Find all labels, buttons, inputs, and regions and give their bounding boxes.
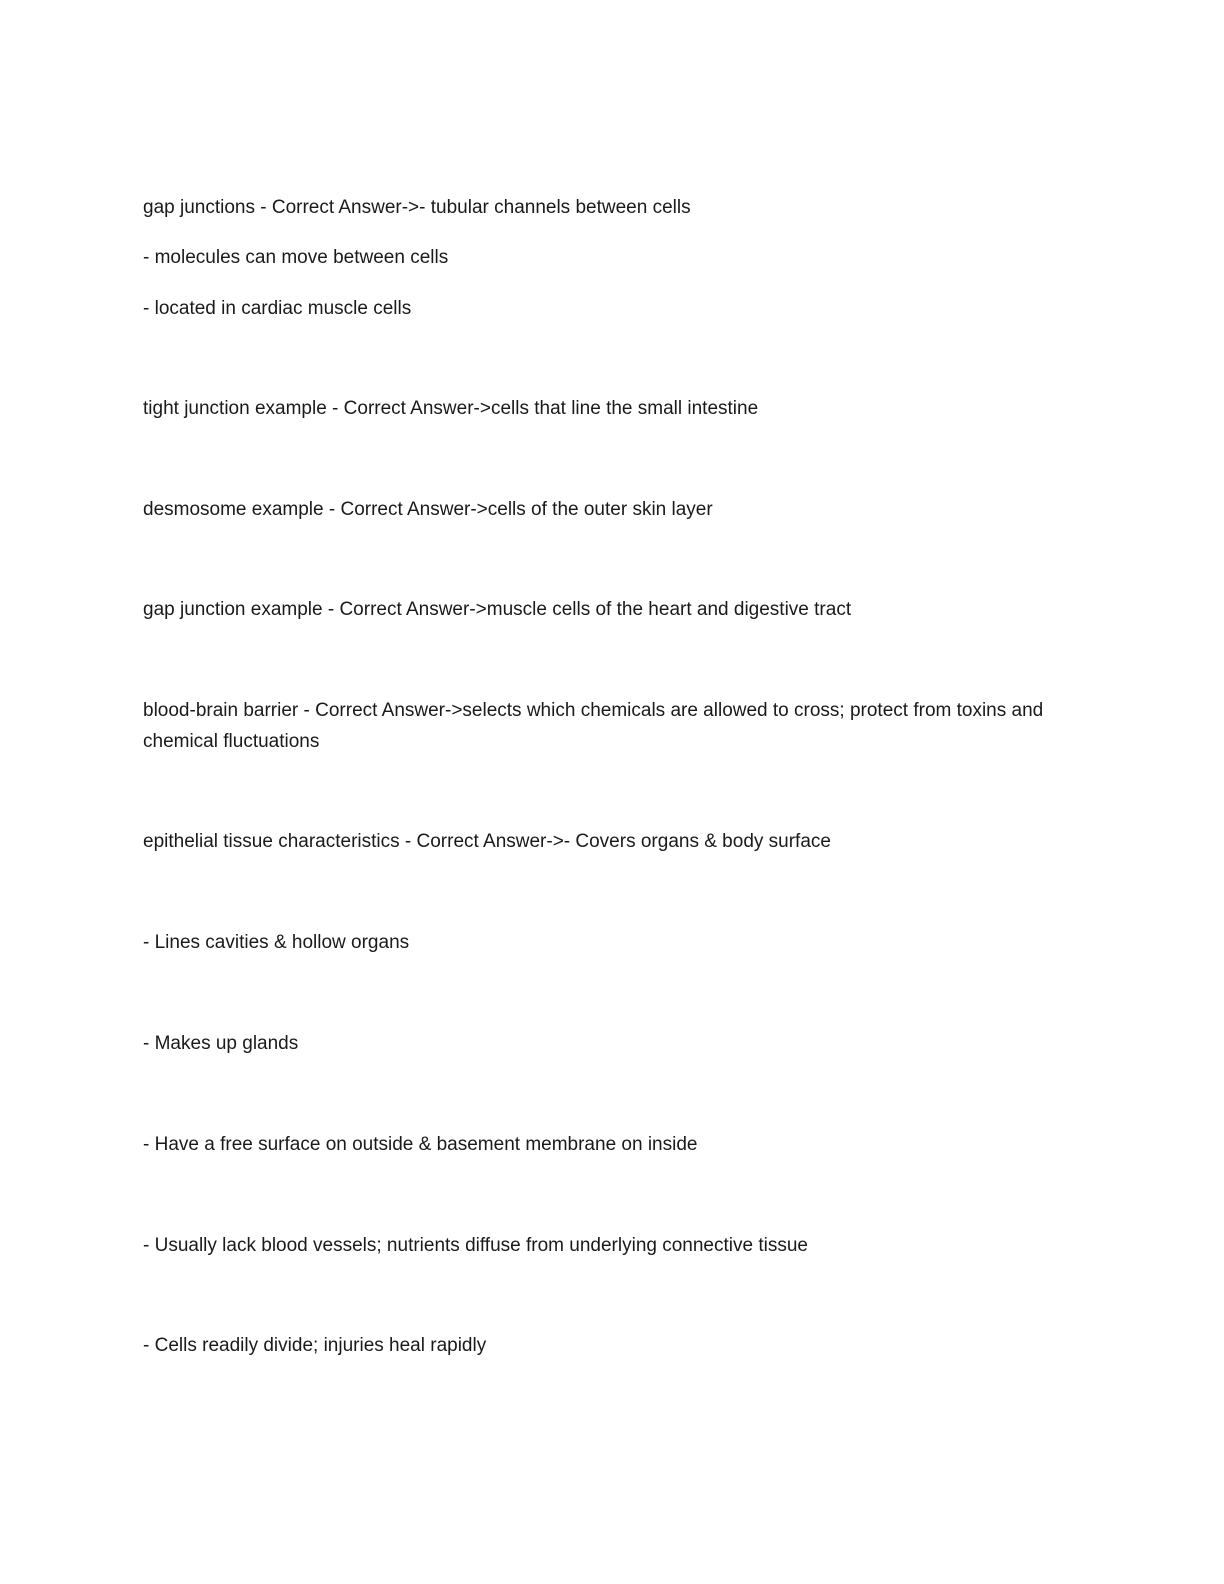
text-line-gap-junctions: gap junctions - Correct Answer->- tubular channels between cells [143, 197, 691, 218]
text-line-blood-brain-barrier: blood-brain barrier - Correct Answer->selects which chemicals are allowed to cross; protect from toxins and chemical fluctuations [143, 700, 1044, 752]
text-line-gap-junction-example: gap junction example - Correct Answer->muscle cells of the heart and digestive tract [143, 599, 852, 620]
text-line-tight-junction: tight junction example - Correct Answer->cells that line the small intestine [143, 398, 759, 419]
text-line-epithelial: epithelial tissue characteristics - Correct Answer->- Covers organs & body surface [143, 831, 831, 852]
text-line-desmosome: desmosome example - Correct Answer->cells of the outer skin layer [143, 499, 713, 520]
text-line-molecules: - molecules can move between cells [143, 247, 449, 268]
text-line-cardiac: - located in cardiac muscle cells [143, 298, 412, 319]
text-line-glands: - Makes up glands [143, 1033, 299, 1054]
text-line-free-surface: - Have a free surface on outside & basement membrane on inside [143, 1134, 698, 1155]
text-line-cells-divide: - Cells readily divide; injuries heal rapidly [143, 1335, 487, 1356]
text-line-blood-vessels: - Usually lack blood vessels; nutrients diffuse from underlying connective tissue [143, 1235, 808, 1256]
text-line-lines-cavities: - Lines cavities & hollow organs [143, 932, 410, 953]
